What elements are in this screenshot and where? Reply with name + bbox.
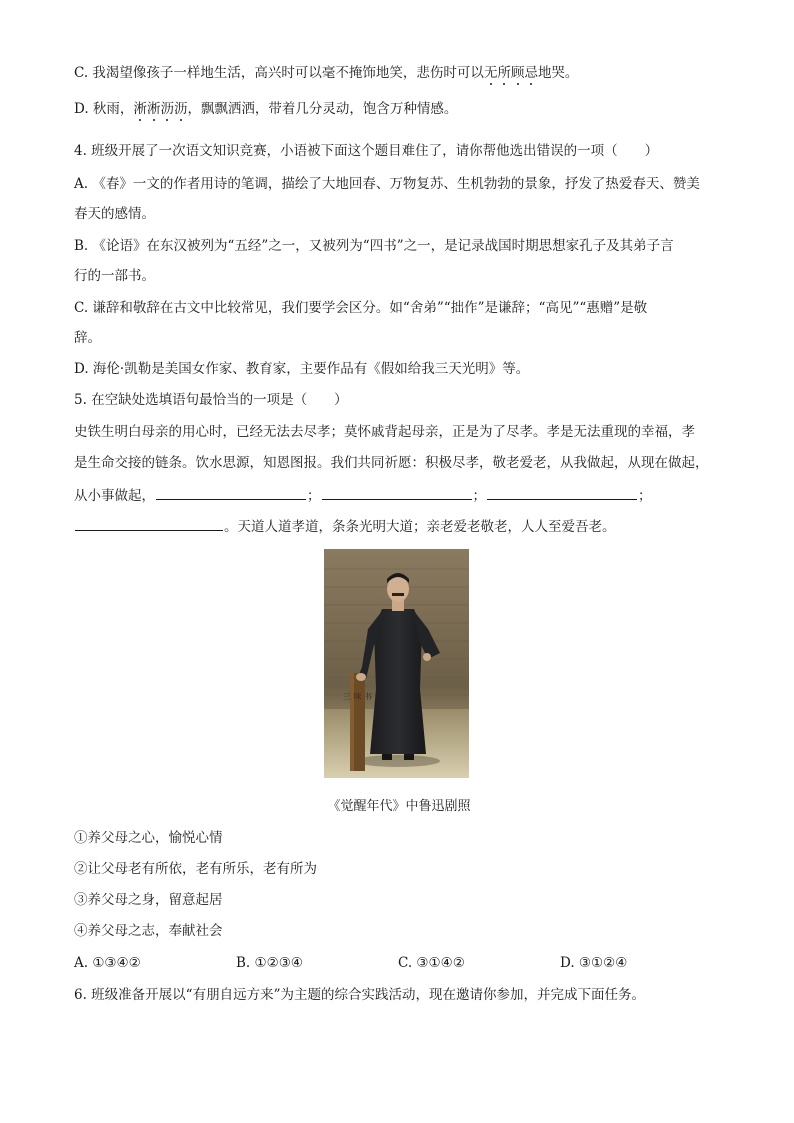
drama-still-photo — [324, 549, 469, 778]
q4-option-b-line1: B. 《论语》在东汉被列为“五经”之一，又被列为“四书”之一，是记录战国时期思想家孔子及其弟子言 — [74, 238, 674, 254]
dotted-char: 顾 — [510, 65, 525, 81]
dotted-char: 沥 — [173, 101, 188, 117]
q6-stem: 6. 班级准备开展以“有朋自远方来”为主题的综合实践活动，现在邀请你参加，并完成下面任务。 — [74, 987, 645, 1003]
q3-d-text: D. 秋雨， — [74, 101, 134, 117]
q4-stem: 4. 班级开展了一次语文知识竞赛，小语被下面这个题目难住了，请你帮他选出错误的一项（ ） — [74, 143, 659, 159]
q3-option-d — [74, 99, 724, 119]
dotted-char: 淅 — [133, 101, 147, 117]
q3-c-text: C. 我渴望像孩子一样地生活，高兴时可以毫不掩饰地笑，悲伤时可以 — [74, 65, 484, 81]
q5-option-b[interactable]: B. ①②③④ — [236, 955, 303, 971]
q5-passage-line2: 是生命交接的链条。饮水思源，知恩图报。我们共同祈愿：积极尽孝，敬老爱老，从我做起，从现在做起， — [74, 455, 709, 471]
fill-blank-4[interactable] — [75, 516, 223, 531]
q4-option-c-line1: C. 谦辞和敬辞在古文中比较常见，我们要学会区分。如“舍弟”“拙作”是谦辞；“高见”“惠赠”是敬 — [74, 300, 648, 316]
separator: ； — [307, 488, 321, 504]
q5-item-2: ②让父母老有所依，老有所乐，老有所为 — [74, 861, 317, 877]
q5-item-1: ①养父母之心，愉悦心情 — [74, 830, 223, 846]
dotted-char: 淅 — [146, 101, 161, 117]
fill-blank-3[interactable] — [487, 485, 637, 500]
q5-passage-line1: 史铁生明白母亲的用心时，已经无法去尽孝；莫怀戚背起母亲，正是为了尽孝。孝是无法重现的幸福，孝 — [74, 424, 695, 440]
q4-option-d: D. 海伦·凯勒是美国女作家、教育家，主要作品有《假如给我三天光明》等。 — [74, 361, 530, 377]
lu-xun-figure-illustration — [324, 549, 469, 778]
q5-option-d[interactable]: D. ③①②④ — [560, 955, 628, 971]
photo-caption: 《觉醒年代》中鲁迅剧照 — [327, 799, 471, 814]
dotted-char: 沥 — [160, 101, 174, 117]
q3-c-text-end: 地哭。 — [537, 65, 579, 81]
q5-passage-line3 — [74, 485, 724, 506]
q3-option-c — [74, 63, 724, 83]
dotted-char: 忌 — [524, 65, 538, 81]
separator: ； — [638, 488, 652, 504]
q5-passage-line4 — [74, 516, 724, 537]
q4-option-b-line2: 行的一部书。 — [74, 268, 155, 284]
q4-option-a-line2: 春天的感情。 — [74, 206, 155, 222]
fill-blank-2[interactable] — [322, 485, 472, 500]
q5-stem: 5. 在空缺处选填语句最恰当的一项是（ ） — [74, 392, 348, 408]
q5-passage-text: 从小事做起， — [74, 488, 155, 504]
q5-option-a[interactable]: A. ①③④② — [74, 955, 141, 971]
q5-option-c[interactable]: C. ③①④② — [398, 955, 465, 971]
q5-item-4: ④养父母之志，奉献社会 — [74, 923, 223, 939]
dotted-char: 所 — [497, 65, 511, 81]
dotted-char: 无 — [483, 65, 498, 81]
q4-option-c-line2: 辞。 — [74, 330, 101, 346]
q5-passage-text-end: 。天道人道孝道，条条光明大道；亲老爱老敬老，人人至爱吾老。 — [224, 519, 616, 535]
q3-d-text-end: ，飘飘洒洒，带着几分灵动，饱含万种情感。 — [187, 101, 458, 117]
q4-option-a-line1: A. 《春》一文的作者用诗的笔调，描绘了大地回春、万物复苏、生机勃勃的景象，抒发了热爱春天、赞美 — [74, 176, 700, 192]
sign-text: 三 味 书 — [342, 692, 373, 701]
separator: ； — [472, 488, 486, 504]
fill-blank-1[interactable] — [156, 485, 306, 500]
q5-item-3: ③养父母之身，留意起居 — [74, 892, 223, 908]
